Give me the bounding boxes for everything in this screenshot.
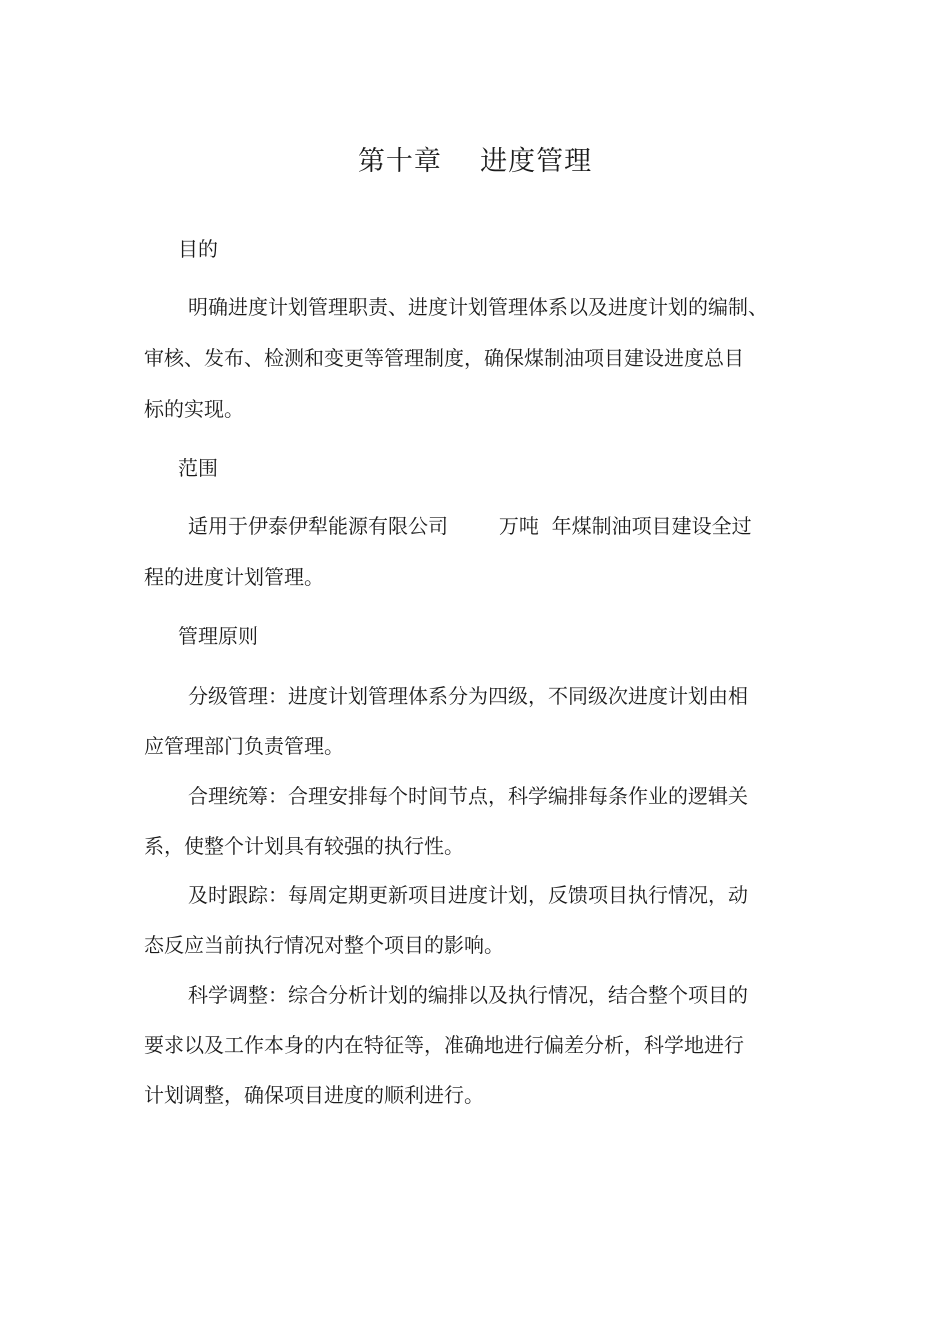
principle-tracking-line-1: 及时跟踪：每周定期更新项目进度计划，反馈项目执行情况，动 xyxy=(188,883,748,907)
section-heading-scope: 范围 xyxy=(178,456,218,480)
principle-adjustment-line-1: 科学调整：综合分析计划的编排以及执行情况，结合整个项目的 xyxy=(188,983,748,1007)
principle-adjustment-line-2: 要求以及工作本身的内在特征等，准确地进行偏差分析，科学地进行 xyxy=(144,1033,744,1057)
section-heading-purpose: 目的 xyxy=(178,237,218,261)
purpose-line-2: 审核、发布、检测和变更等管理制度，确保煤制油项目建设进度总目 xyxy=(144,346,744,370)
principle-coordination-line-2: 系，使整个计划具有较强的执行性。 xyxy=(144,834,464,858)
principle-coordination-line-1: 合理统筹：合理安排每个时间节点，科学编排每条作业的逻辑关 xyxy=(188,784,748,808)
section-heading-principles: 管理原则 xyxy=(178,624,258,648)
purpose-line-3: 标的实现。 xyxy=(144,397,244,421)
principle-adjustment-line-3: 计划调整，确保项目进度的顺利进行。 xyxy=(144,1083,484,1107)
purpose-line-1: 明确进度计划管理职责、进度计划管理体系以及进度计划的编制、 xyxy=(188,295,768,319)
principle-tiered-line-2: 应管理部门负责管理。 xyxy=(144,734,344,758)
principle-tracking-line-2: 态反应当前执行情况对整个项目的影响。 xyxy=(144,933,504,957)
scope-line-1: 适用于伊泰伊犁能源有限公司 万吨 年煤制油项目建设全过 xyxy=(188,514,752,538)
principle-tiered-line-1: 分级管理：进度计划管理体系分为四级，不同级次进度计划由相 xyxy=(188,684,748,708)
scope-line-2: 程的进度计划管理。 xyxy=(144,565,324,589)
chapter-title: 第十章 进度管理 xyxy=(357,146,593,177)
